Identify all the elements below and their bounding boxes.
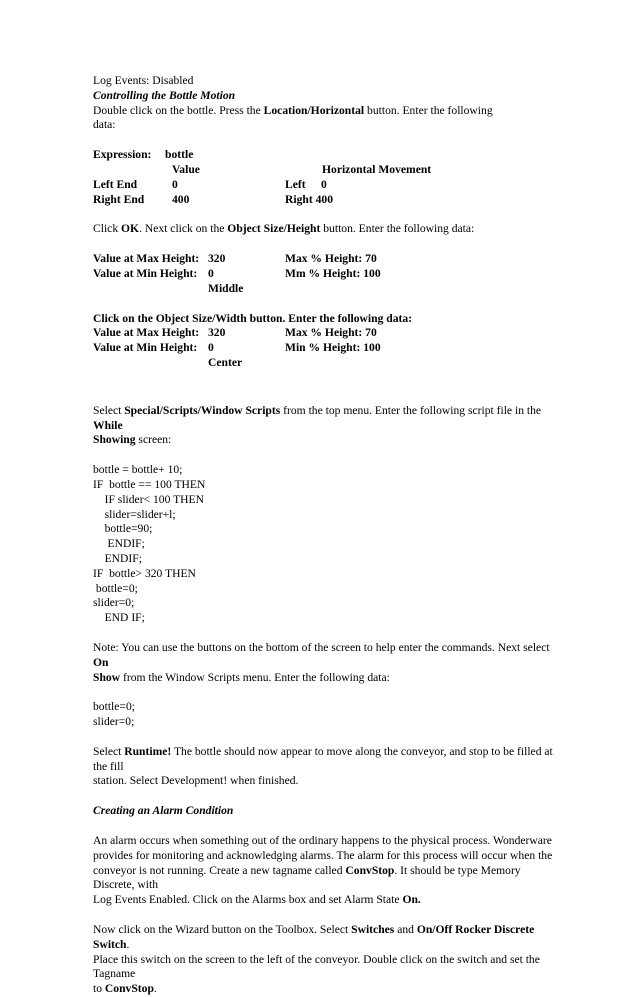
switch-paragraph-line2: Place this switch on the screen to the left of the conveyor. Double click on the switch and set the Tagname	[93, 952, 540, 981]
alarm-paragraph-line1: An alarm occurs when something out of the ordinary happens to the physical process. Wonderware	[93, 834, 552, 848]
height-intro: Click OK. Next click on the Object Size/Height button. Enter the following data:	[93, 222, 475, 236]
height-min-row: Value at Min Height: 0 Mm % Height: 100	[93, 266, 381, 280]
width-intro: Click on the Object Size/Width button. Enter the following data:	[93, 311, 413, 325]
script-line: ENDIF;	[93, 537, 145, 551]
width-min-row: Value at Min Height: 0 Min % Height: 100	[93, 341, 381, 355]
script-line: slider=slider+l;	[93, 507, 176, 521]
note-paragraph-line2: Show from the Window Scripts menu. Enter the following data:	[93, 670, 390, 684]
width-max-row: Value at Max Height: 320 Max % Height: 70	[93, 326, 377, 340]
script-line: IF bottle == 100 THEN	[93, 477, 206, 491]
alarm-paragraph-line4: Log Events Enabled. Click on the Alarms box and set Alarm State On.	[93, 893, 421, 907]
intro-paragraph: Double click on the bottle. Press the Location/Horizontal button. Enter the following	[93, 103, 493, 117]
on-show-line: slider=0;	[93, 715, 135, 729]
switch-paragraph-line1: Now click on the Wizard button on the Toolbox. Select Switches and On/Off Rocker Discrete Switch.	[93, 923, 535, 951]
intro-paragraph-line2: data:	[93, 118, 116, 132]
height-anchor-row: Middle	[208, 281, 244, 295]
document-page	[93, 74, 553, 997]
width-anchor-row: Center	[208, 355, 243, 369]
while-showing-script	[93, 463, 553, 626]
expression-row: Expression: bottle	[93, 148, 194, 162]
runtime-paragraph-line2: station. Select Development! when finished.	[93, 774, 299, 788]
on-show-line: bottle=0;	[93, 700, 135, 714]
script-line: IF bottle> 320 THEN	[93, 566, 196, 580]
heading-alarm-condition: Creating an Alarm Condition	[93, 804, 234, 818]
script-line: ENDIF;	[93, 551, 142, 565]
scripts-intro: Select Special/Scripts/Window Scripts from the top menu. Enter the following script file in the While	[93, 403, 542, 432]
note-paragraph: Note: You can use the buttons on the bottom of the screen to help enter the commands. Next select On	[93, 640, 550, 669]
log-events-line: Log Events: Disabled	[93, 74, 194, 87]
heading-bottle-motion: Controlling the Bottle Motion	[93, 88, 236, 102]
expression-right-end-row: Right End 400 Right 400	[93, 192, 333, 206]
scripts-intro-line2: Showing screen:	[93, 433, 172, 447]
switch-paragraph-line3: to ConvStop.	[93, 982, 157, 996]
expression-left-end-row: Left End 0 Left 0	[93, 177, 327, 191]
runtime-paragraph: Select Runtime! The bottle should now appear to move along the conveyor, and stop to be filled at the fill	[93, 744, 553, 773]
script-line: IF slider< 100 THEN	[93, 492, 204, 506]
alarm-paragraph-line2: provides for monitoring and acknowledging alarms. The alarm for this process will occur when the	[93, 848, 553, 862]
expression-header-row: Value Horizontal Movement	[172, 162, 432, 176]
alarm-paragraph-line3: conveyor is not running. Create a new tagname called ConvStop. It should be type Memory Discrete, with	[93, 863, 521, 892]
script-line: bottle=90;	[93, 522, 153, 536]
script-line: bottle=0;	[93, 581, 138, 595]
height-max-row: Value at Max Height: 320 Max % Height: 70	[93, 252, 377, 266]
script-line: slider=0;	[93, 596, 135, 610]
script-line: bottle = bottle+ 10;	[93, 463, 183, 477]
script-line: END IF;	[93, 611, 145, 625]
